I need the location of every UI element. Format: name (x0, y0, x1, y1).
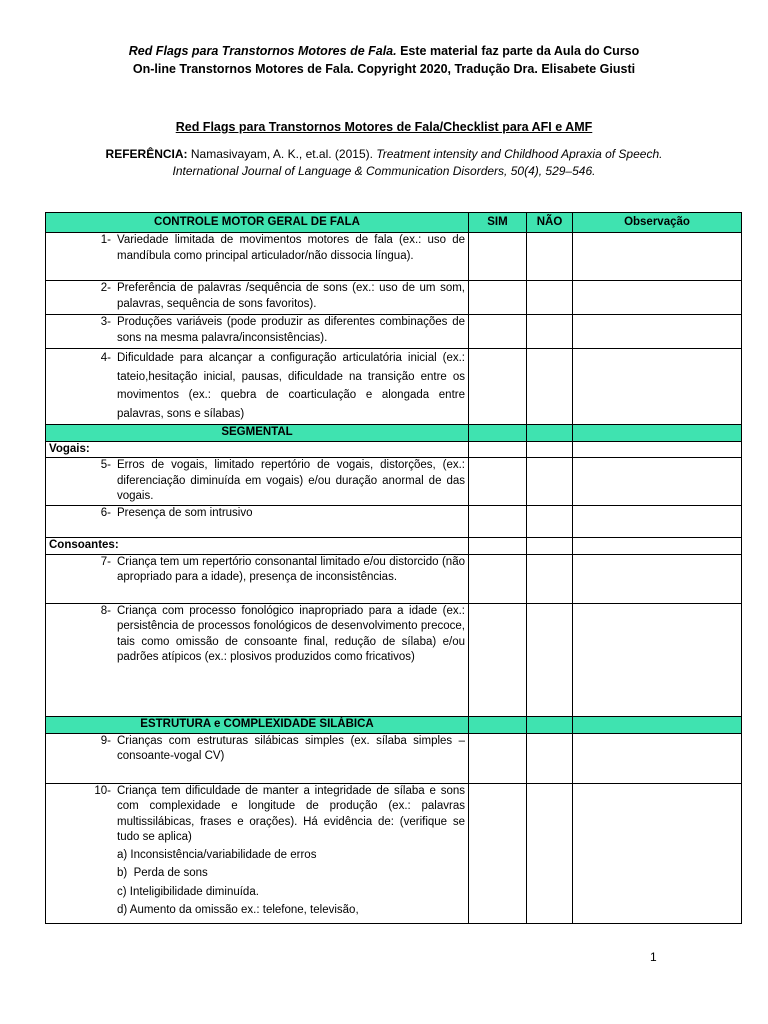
reference (100, 146, 668, 180)
observacao-cell[interactable] (573, 603, 742, 716)
item-number: 9- (100, 734, 111, 747)
reference-label: REFERÊNCIA: (105, 147, 188, 161)
item-number: 5- (100, 459, 111, 471)
item-10-subitems (49, 846, 465, 920)
header-line-2: On-line Transtornos Motores de Fala. Copyright 2020, Tradução Dra. Elisabete Giusti (132, 62, 636, 76)
observacao-cell[interactable] (573, 315, 742, 349)
observacao-cell[interactable] (573, 554, 742, 603)
table-row (46, 233, 742, 281)
document-title: Red Flags para Transtornos Motores de Fala/Checklist para AFI e AMF (175, 120, 593, 134)
item-text: Criança tem um repertório consonantal limitado e/ou distorcido (não apropriado para a idade), presença de inconsistências. (117, 555, 465, 583)
col-header-sim: SIM (469, 213, 527, 233)
table-row (46, 506, 742, 538)
observacao-cell[interactable] (573, 506, 742, 538)
sim-cell[interactable] (469, 281, 527, 315)
section-row-segmental (46, 425, 742, 442)
item-text: Produções variáveis (pode produzir as diferentes combinações de sons na mesma palavra/inconsistências). (117, 316, 465, 344)
item-text: Criança com processo fonológico inapropriado para a idade (ex.: persistência de processos fonológicos de desenvolvimento precoce, tais como omissão de consoante final, redução de sílaba) e/ou padrões atípicos (ex.: plosivos produzidos como fricativos) (117, 604, 465, 663)
item-number: 6- (100, 507, 111, 519)
subhead-consoantes: Consoantes: (46, 538, 469, 555)
sim-cell[interactable] (469, 349, 527, 425)
item-text: Presença de som intrusivo (117, 507, 253, 519)
item-text: Dificuldade para alcançar a configuração articulatória inicial (ex.: tateio,hesitação inicial, pausas, dificuldade na transição entre os movimentos (ex.: quebra de coarticulação e alongada entre palavras, sons e sílabas) (117, 352, 465, 420)
observacao-cell[interactable] (573, 733, 742, 783)
table-row (46, 783, 742, 923)
sim-cell[interactable] (469, 315, 527, 349)
nao-cell[interactable] (527, 506, 573, 538)
nao-cell[interactable] (527, 783, 573, 923)
item-text: Variedade limitada de movimentos motores de fala (ex.: uso de mandíbula como principal articulador/não dissocia língua). (117, 234, 465, 262)
section-row-estrutura (46, 716, 742, 733)
col-header-category: CONTROLE MOTOR GERAL DE FALA (46, 213, 469, 233)
header-rest: Este material faz parte da Aula do Curso (396, 44, 640, 58)
table-row (46, 349, 742, 425)
subitem: a) Inconsistência/variabilidade de erros (117, 848, 317, 861)
sim-cell[interactable] (469, 233, 527, 281)
checklist-table (45, 212, 742, 924)
item-number: 10- (94, 784, 111, 797)
subitem: c) Inteligibilidade diminuída. (117, 885, 259, 898)
nao-cell[interactable] (527, 315, 573, 349)
nao-cell[interactable] (527, 733, 573, 783)
reference-authors: Namasivayam, A. K., et.al. (2015). (187, 147, 377, 161)
item-number: 1- (100, 234, 111, 246)
sim-cell[interactable] (469, 603, 527, 716)
item-number: 2- (100, 282, 111, 294)
sim-cell[interactable] (469, 554, 527, 603)
item-number: 7- (100, 555, 111, 568)
nao-cell[interactable] (527, 233, 573, 281)
sim-cell[interactable] (469, 733, 527, 783)
table-row (46, 554, 742, 603)
subhead-row (46, 538, 742, 555)
subitem: b) Perda de sons (117, 867, 208, 879)
page-number: 1 (650, 950, 657, 964)
observacao-cell[interactable] (573, 281, 742, 315)
table-header-row (46, 213, 742, 233)
item-text: Crianças com estruturas silábicas simples (ex. sílaba simples – consoante-vogal CV) (117, 734, 465, 762)
table-row (46, 281, 742, 315)
observacao-cell[interactable] (573, 458, 742, 506)
nao-cell[interactable] (527, 281, 573, 315)
item-text: Criança tem dificuldade de manter a integridade de sílaba e sons com complexidade e longitude de produção (ex.: palavras multissilábicas, frases e orações). Há evidência de: (verifique se tudo se aplica) (117, 784, 465, 843)
table-row (46, 315, 742, 349)
sim-cell[interactable] (469, 783, 527, 923)
header-italic: Red Flags para Transtornos Motores de Fala. (128, 44, 397, 58)
item-number: 3- (100, 316, 111, 328)
section-title: ESTRUTURA e COMPLEXIDADE SILÁBICA (46, 716, 469, 733)
sim-cell[interactable] (469, 506, 527, 538)
observacao-cell[interactable] (573, 783, 742, 923)
subhead-row (46, 441, 742, 458)
table-row (46, 603, 742, 716)
item-number: 4- (100, 352, 111, 364)
nao-cell[interactable] (527, 554, 573, 603)
item-text: Erros de vogais, limitado repertório de vogais, distorções, (ex.: diferenciação diminuída em vogais) e/ou duração anormal de das vogais. (117, 459, 465, 502)
col-header-observacao: Observação (573, 213, 742, 233)
subhead-vogais: Vogais: (46, 441, 469, 458)
observacao-cell[interactable] (573, 233, 742, 281)
table-row (46, 458, 742, 506)
reference-work: Treatment intensity and Childhood Apraxia of Speech. International Journal of Language & Communication Disorders, 50(4), 529–546. (172, 147, 663, 178)
nao-cell[interactable] (527, 349, 573, 425)
observacao-cell[interactable] (573, 349, 742, 425)
nao-cell[interactable] (527, 603, 573, 716)
table-row (46, 733, 742, 783)
header-line-1 (60, 42, 708, 60)
item-number: 8- (100, 604, 111, 617)
item-text: Preferência de palavras /sequência de sons (ex.: uso de um som, palavras, sequência de sons favoritos). (117, 282, 465, 310)
section-title: SEGMENTAL (46, 425, 469, 442)
subitem: d) Aumento da omissão ex.: telefone, televisão, (117, 904, 359, 916)
sim-cell[interactable] (469, 458, 527, 506)
col-header-nao: NÃO (527, 213, 573, 233)
nao-cell[interactable] (527, 458, 573, 506)
